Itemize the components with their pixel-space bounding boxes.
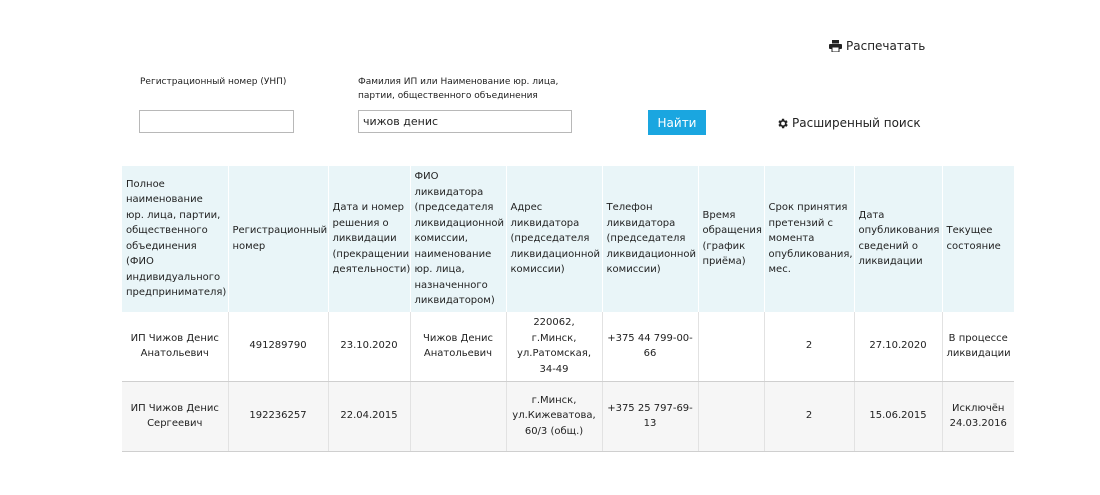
cell-phone: +375 44 799-00-66 bbox=[602, 312, 698, 382]
cell-liquidator bbox=[410, 381, 506, 451]
name-label: Фамилия ИП или Наименование юр. лица, партии, общественного объединения bbox=[358, 77, 559, 101]
print-link[interactable] bbox=[829, 39, 925, 53]
column-header-address: Адрес ликвидатора (председателя ликвидационной комиссии) bbox=[506, 166, 602, 312]
column-header-liquidator: ФИО ликвидатора (председателя ликвидационной комиссии, наименование юр. лица, назначенного ликвидатором) bbox=[410, 166, 506, 312]
column-header-status: Текущее состояние bbox=[942, 166, 1014, 312]
name-input[interactable] bbox=[358, 110, 572, 133]
unp-label: Регистрационный номер (УНП) bbox=[140, 77, 287, 87]
cell-address: г.Минск, ул.Кижеватова, 60/3 (общ.) bbox=[506, 381, 602, 451]
cell-decision: 23.10.2020 bbox=[328, 312, 410, 382]
cell-claims-period: 2 bbox=[764, 381, 854, 451]
column-header-claims-period: Срок принятия претензий с момента опубликования, мес. bbox=[764, 166, 854, 312]
cell-address: 220062, г.Минск, ул.Ратомская, 34-49 bbox=[506, 312, 602, 382]
column-header-publication-date: Дата опубликования сведений о ликвидации bbox=[854, 166, 942, 312]
cell-hours bbox=[698, 312, 764, 382]
cell-status: В процессе ликвидации bbox=[942, 312, 1014, 382]
column-header-name: Полное наименование юр. лица, партии, общественного объединения (ФИО индивидуального предпринимателя) bbox=[122, 166, 228, 312]
column-header-reg-number: Регистрационный номер bbox=[228, 166, 328, 312]
cell-decision: 22.04.2015 bbox=[328, 381, 410, 451]
print-label: Распечатать bbox=[846, 39, 926, 53]
cell-status: Исключён 24.03.2016 bbox=[942, 381, 1014, 451]
cell-phone: +375 25 797-69-13 bbox=[602, 381, 698, 451]
cell-publication-date: 15.06.2015 bbox=[854, 381, 942, 451]
cell-reg-number: 491289790 bbox=[228, 312, 328, 382]
cell-claims-period: 2 bbox=[764, 312, 854, 382]
find-button[interactable]: Найти bbox=[648, 110, 706, 135]
printer-icon bbox=[829, 40, 842, 52]
cell-publication-date: 27.10.2020 bbox=[854, 312, 942, 382]
cell-name: ИП Чижов Денис Сергеевич bbox=[122, 381, 228, 451]
cell-hours bbox=[698, 381, 764, 451]
column-header-phone: Телефон ликвидатора (председателя ликвидационной комиссии) bbox=[602, 166, 698, 312]
column-header-decision: Дата и номер решения о ликвидации (прекращении деятельности) bbox=[328, 166, 410, 312]
unp-input[interactable] bbox=[139, 110, 294, 133]
cell-liquidator: Чижов Денис Анатольевич bbox=[410, 312, 506, 382]
cell-reg-number: 192236257 bbox=[228, 381, 328, 451]
table-row bbox=[122, 381, 1014, 451]
table-row bbox=[122, 312, 1014, 382]
advanced-search-label: Расширенный поиск bbox=[792, 116, 921, 130]
cell-name: ИП Чижов Денис Анатольевич bbox=[122, 312, 228, 382]
column-header-hours: Время обращения (график приёма) bbox=[698, 166, 764, 312]
advanced-search-link[interactable] bbox=[776, 116, 921, 130]
gear-icon bbox=[776, 117, 789, 130]
table-header-row bbox=[122, 166, 1014, 312]
results-table bbox=[122, 166, 1014, 452]
